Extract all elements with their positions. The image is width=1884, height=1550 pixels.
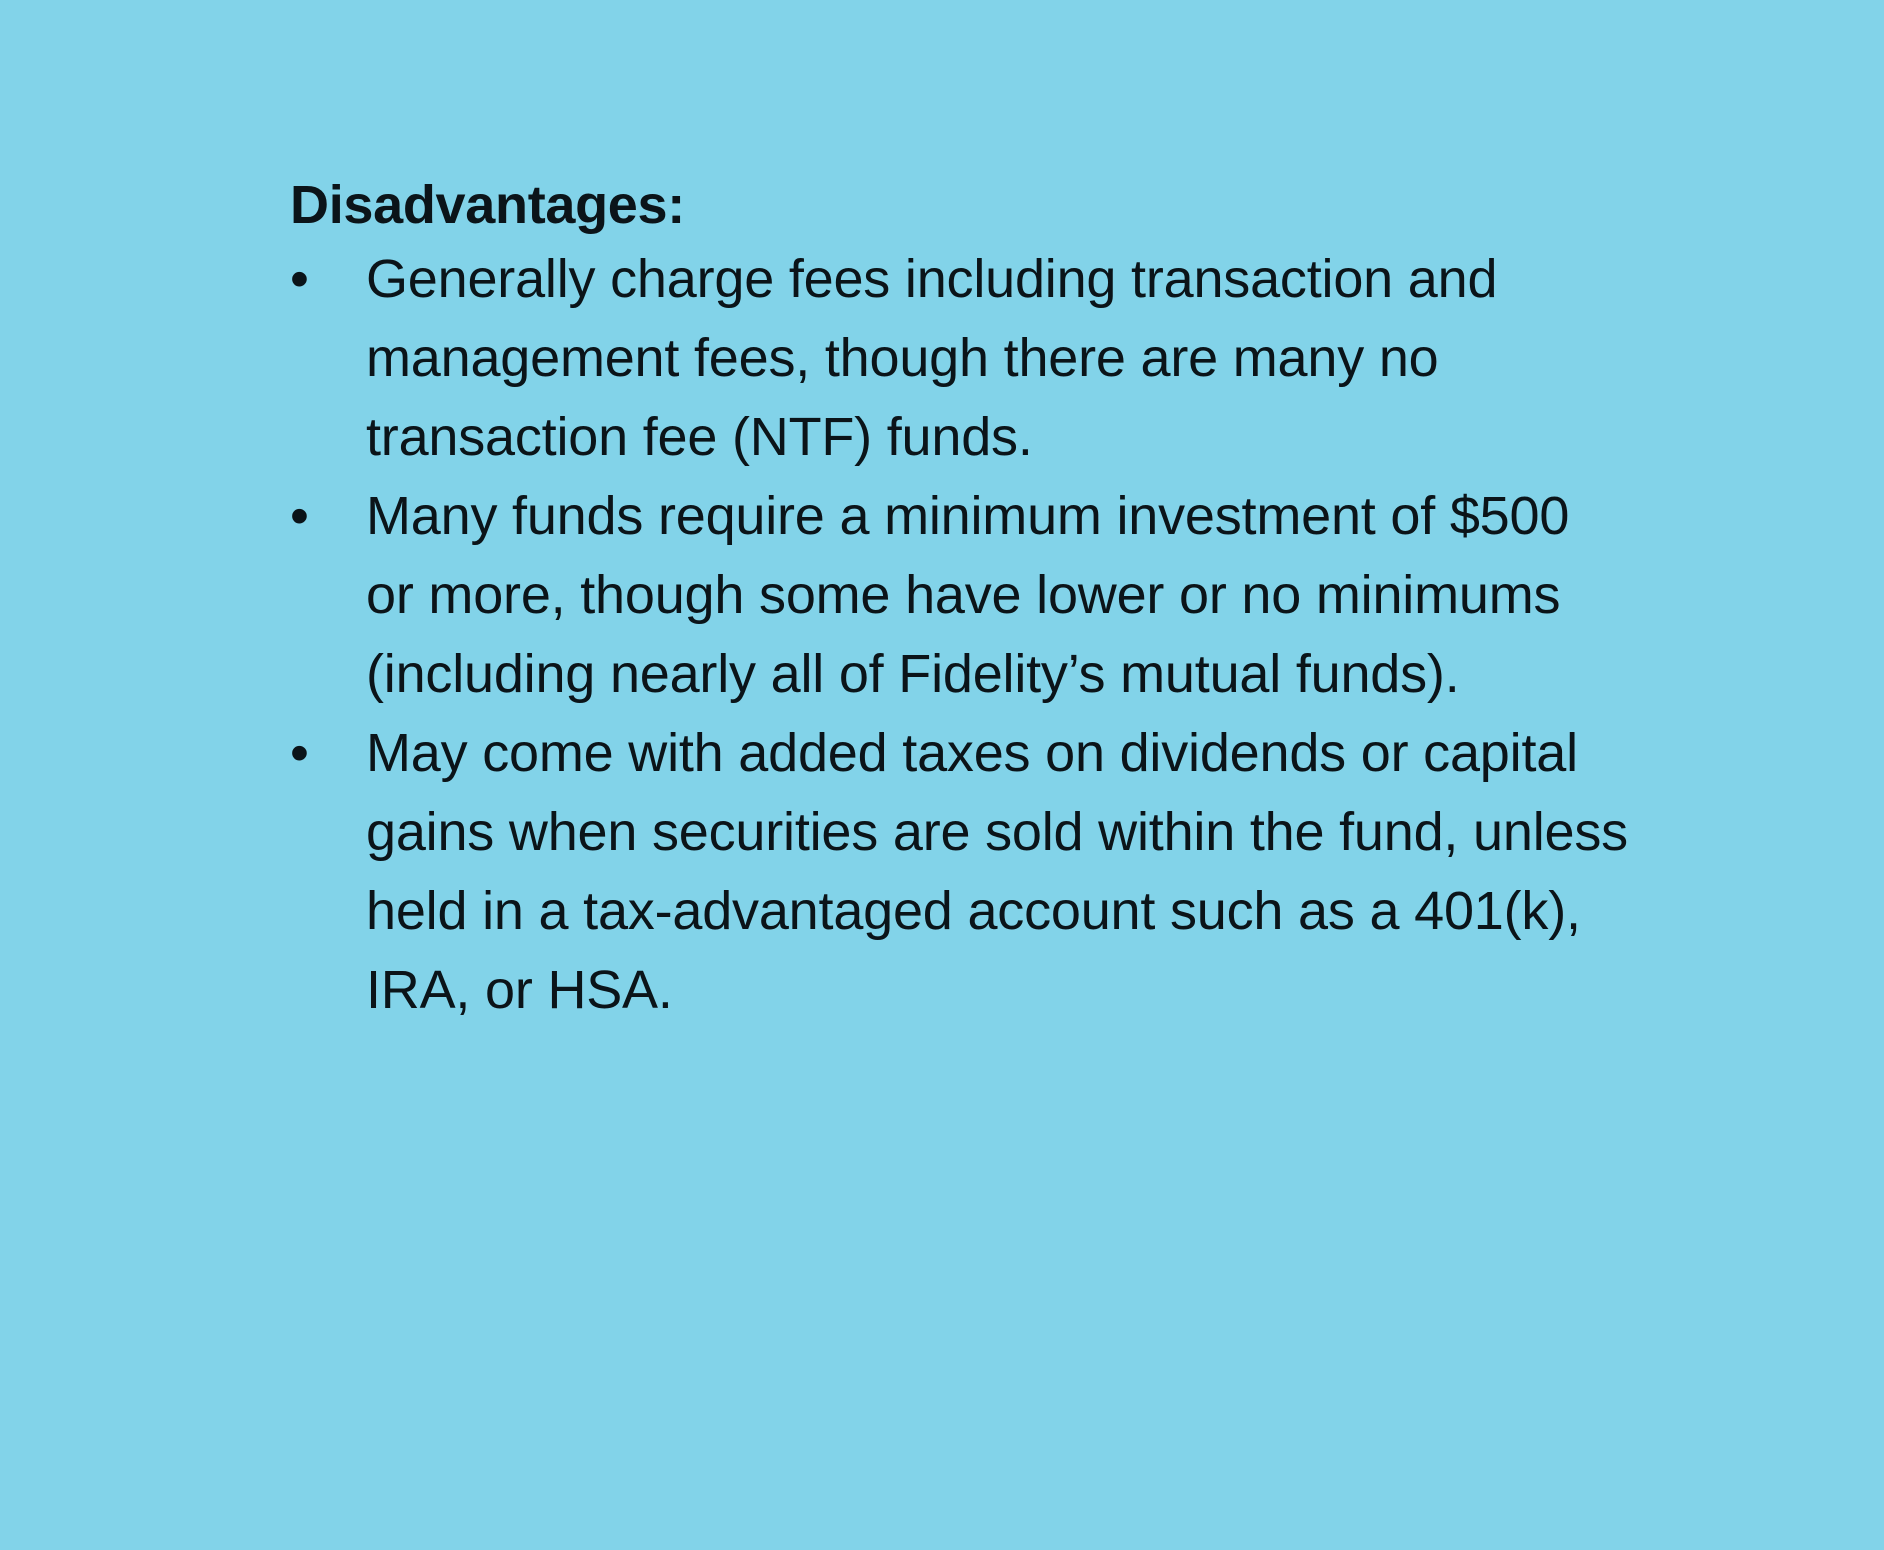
list-item	[290, 477, 1630, 714]
disadvantages-card	[290, 170, 1630, 1030]
bullet-icon: •	[290, 249, 309, 309]
disadvantages-list	[290, 240, 1630, 1030]
bullet-icon: •	[290, 723, 309, 783]
list-item	[290, 714, 1630, 1030]
list-item-text: Many funds require a minimum investment of $500 or more, though some have lower or no minimums (including nearly all of Fidelity’s mutual funds).	[366, 486, 1570, 704]
bullet-icon: •	[290, 486, 309, 546]
list-item	[290, 240, 1630, 477]
section-heading: Disadvantages:	[290, 175, 685, 235]
list-item-text: May come with added taxes on dividends or capital gains when securities are sold within the fund, unless held in a tax-advantaged account such as a 401(k), IRA, or HSA.	[366, 723, 1628, 1020]
list-item-text: Generally charge fees including transaction and management fees, though there are many no transaction fee (NTF) funds.	[366, 249, 1498, 467]
